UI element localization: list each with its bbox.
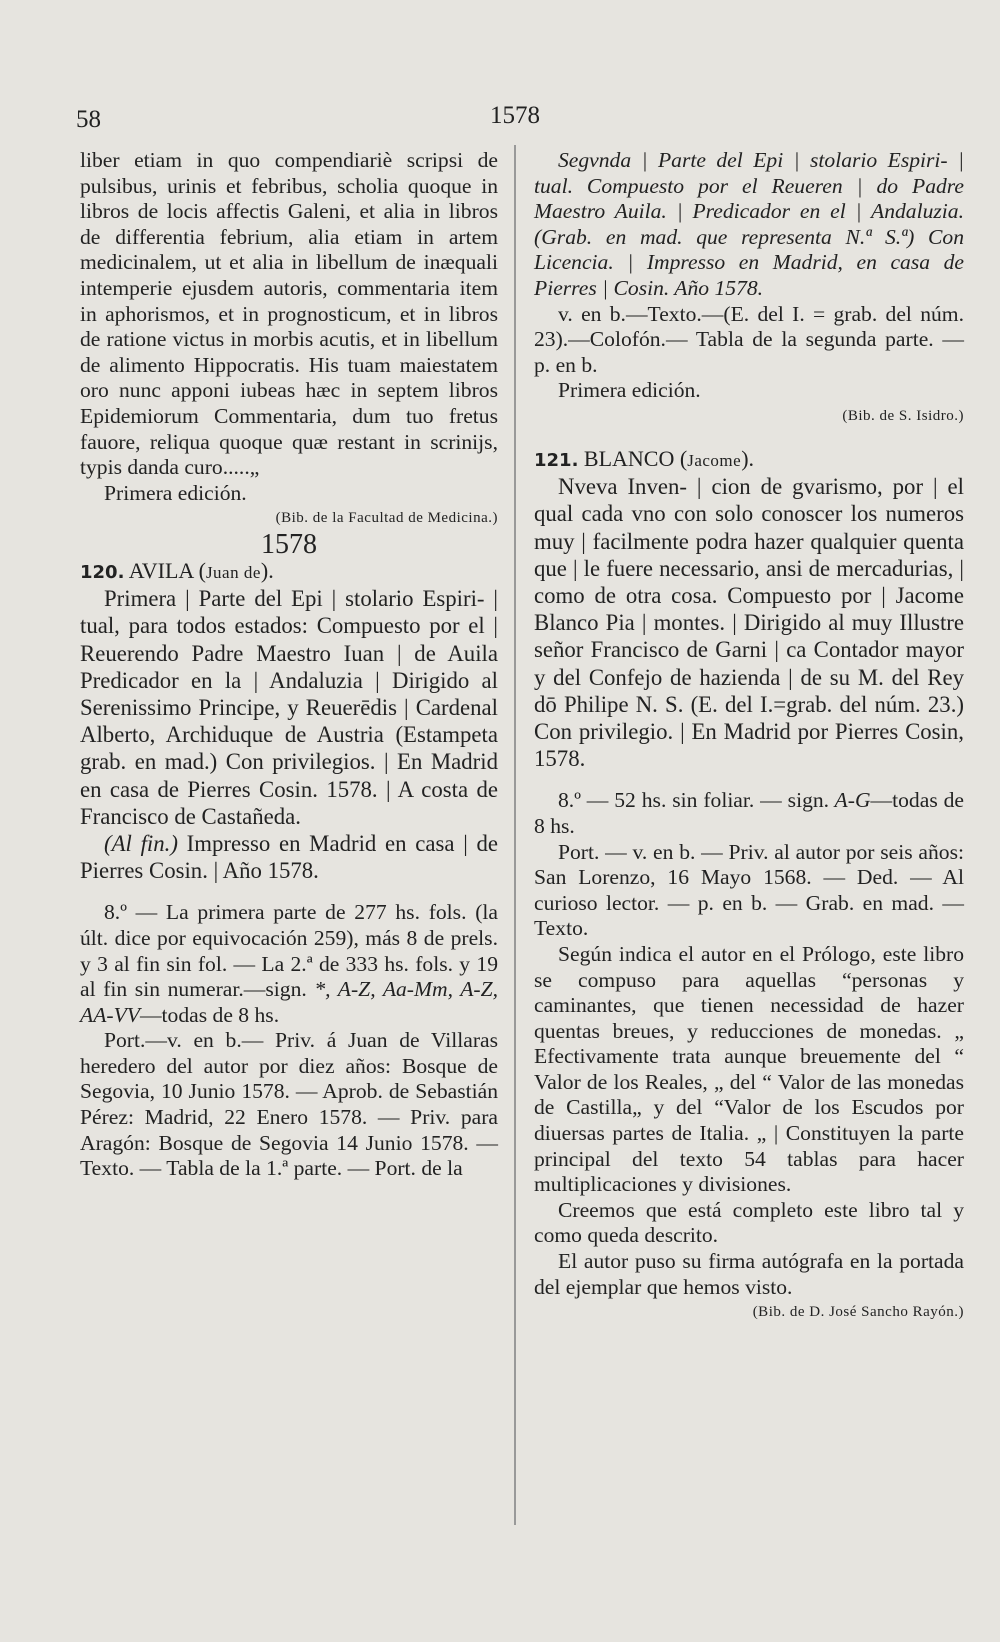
entry-title: Primera | Parte del Epi | stolario Espiri- | tual, para todos estados: Compuesto por el | Reuerendo Padre Maestro Iuan | de Auila Predicador en la | Andaluzia | Dirigido al Serenissimo Principe, y Reuerēdis | Cardenal Alberto, Archiduque de Austria (Estampeta grab. en mad.) Con privilegios. | En Madrid en casa de Pierres Cosin. 1578. | A costa de Francisco de Castañeda. (80, 586, 498, 829)
description-end-right: —todas de 8 hs. (534, 788, 964, 838)
edition-note: Primera edición. (104, 480, 247, 505)
library-source: (Bib. de la Facultad de Medicina.) (275, 510, 498, 527)
physical-description-right (534, 788, 964, 839)
colophon (80, 830, 498, 884)
entry-title-right: Nveva Inven- | cion de gvarismo, por | el qual cada vno con solo conoscer los numeros muy | facilmente podra hazer qualquier quenta que | le fuere necessario, ansi de mercadurias, | como de otra cosa. Compuesto por | Jacome Blanco Pia | montes. | Dirigido al muy Illustre señor Francisco de Garni | ca Contador mayor y del Confejo de hazienda | de su M. del Rey dō Philipe N. S. (E. del I.=grab. del núm. 23.) Con privilegio. | En Madrid por Pierres Cosin, 1578. (534, 474, 964, 772)
entry-heading (80, 558, 498, 586)
entry-author: AVILA ( (128, 557, 206, 583)
colophon-label: (Al fin.) (104, 830, 178, 856)
signatures: *, A-Z, Aa-Mm, A-Z, AA-VV (80, 977, 498, 1027)
column-divider (514, 145, 516, 1525)
entry-author-close: ). (260, 557, 274, 583)
page-number: 58 (76, 106, 101, 133)
note-complete: Creemos que está completo este libro tal y como queda descrito. (534, 1197, 964, 1248)
library-source-right-2: (Bib. de D. José Sancho Rayón.) (752, 1304, 964, 1321)
continued-text: liber etiam in quo compendiariè scripsi de pulsibus, urinis et febribus, scholia quoque in libros de locis affectis Galeni, et alia in libros de differentia febrium, alia etiam in artem medicinalem, ut et alia in libellum de inæquali intemperie ejusdem autoris, commentaria item in aphorismos, et in prognosticum, et in libros de ratione victus in morbis acutis, et in libellum de alimento Hippocratis. His tuam maiestatem oro nunc apponi iubeas hæc in septem libros Epidemiorum Commentaria, dum tuo fretus fauore, reliqua quoque quæ restant in scrinijs, typis danda curo.....„ (80, 148, 498, 480)
entry-author-given-right: Jacome (687, 450, 742, 470)
left-column (80, 148, 498, 1182)
library-source-right: (Bib. de S. Isidro.) (842, 407, 964, 424)
description-text: 8.º — La primera parte de 277 hs. fols. (la últ. dice por equivocación 259), más 8 de prels. y 3 al fin sin fol. — La 2.ª de 333 hs. fols. y 19 al fin sin numerar.—sign. (80, 900, 498, 1002)
note-prologue: Según indica el autor en el Prólogo, este libro se compuso para aquellas “personas y caminantes, que tienen necessidad de hazer quentas breues, y reducciones de monedas. „ Efectivamente trata aunque breuemente del “ Valor de los Reales, „ del “ Valor de las monedas de Castilla„ y del “Valor de los Escudos por diuersas partes de Italia. „ | Constituyen la parte principal del texto 54 tablas para hacer multiplicaciones y divisiones. (534, 941, 964, 1197)
contents-description: Port.—v. en b.— Priv. á Juan de Villaras heredero del autor por diez años: Bosque de Segovia, 10 Junio 1578. — Aprob. de Sebastián Pérez: Madrid, 22 Enero 1578. — Priv. para Aragón: Bosque de Segovia 14 Junio 1578. — Texto. — Tabla de la 1.ª parte. — Port. de la (80, 1028, 498, 1181)
entry-author-right: BLANCO ( (583, 445, 688, 471)
right-column (534, 148, 964, 1326)
description-end: —todas de 8 hs. (139, 1002, 280, 1027)
contents-description-right: Port. — v. en b. — Priv. al autor por seis años: San Lorenzo, 16 Mayo 1568. — Ded. — Al curioso lector. — p. en b. — Grab. en mad. — Texto. (534, 839, 964, 941)
entry-number-right: 121. (534, 449, 579, 471)
description-text-right: 8.º — 52 hs. sin foliar. — sign. (558, 788, 830, 813)
entry-author-close-right: ). (741, 445, 755, 471)
entry-heading-right (534, 446, 964, 474)
running-head: 1578 (490, 102, 540, 129)
edition-note-right: Primera edición. (558, 378, 701, 403)
note-signature: El autor puso su firma autógrafa en la portada del ejemplar que hemos visto. (534, 1249, 964, 1299)
physical-description (80, 900, 498, 1028)
entry-number: 120. (80, 561, 125, 583)
entry-author-given: Juan de (205, 562, 261, 582)
continued-title: Segvnda | Parte del Epi | stolario Espiri- | tual. Compuesto por el Reueren | do Padre Maestro Auila. | Predicador en el | Andaluzia. (Grab. en mad. que representa N.ª S.ª) Con Licencia. | Impresso en Madrid, en casa de Pierres | Cosin. Año 1578. (534, 148, 964, 300)
continued-description: v. en b.—Texto.—(E. del I. = grab. del núm. 23).—Colofón.— Tabla de la segunda parte. — p. en b. (534, 301, 964, 377)
year-heading: 1578 (261, 528, 317, 560)
colophon-text: Impresso en Madrid en casa | de Pierres Cosin. | Año 1578. (80, 830, 498, 884)
signatures-right: A-G (829, 788, 871, 813)
